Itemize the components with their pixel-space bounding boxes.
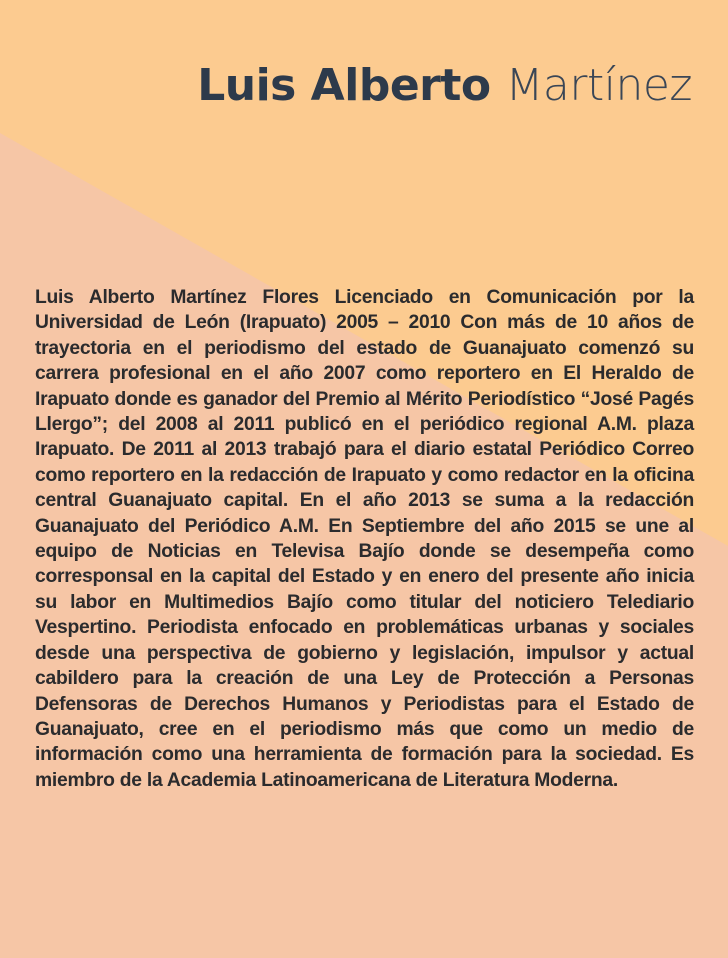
title-name-bold: Luis Alberto bbox=[197, 60, 491, 111]
title-name-light: Martínez bbox=[505, 60, 692, 111]
biography-text: Luis Alberto Martínez Flores Licenciado en Comunicación por la Universidad de León (Irapuato) 2005 – 2010 Con más de 10 años de trayectoria en el periodismo del estado de Guanajuato comenzó su carrera profesional en el año 2007 como reportero en El Heraldo de Irapuato donde es ganador del Premio al Mérito Periodístico “José Pagés Llergo”; del 2008 al 2011 publicó en el periódico regional A.M. plaza Irapuato. De 2011 al 2013 trabajó para el diario estatal Periódico Correo como reportero en la redacción de Irapuato y como redactor en la oficina central Guanajuato capital. En el año 2013 se suma a la redacción Guanajuato del Periódico A.M. En Septiembre del año 2015 se une al equipo de Noticias en Televisa Bajío donde se desempeña como corresponsal en la capital del Estado y en enero del presente año inicia su labor en Multimedios Bajío como titular del noticiero Telediario Vespertino. Periodista enfocado en problemáticas urbanas y sociales desde una perspectiva de gobierno y legislación, impulsor y actual cabildero para la creación de una Ley de Protección a Personas Defensoras de Derechos Humanos y Periodistas para el Estado de Guanajuato, cree en el periodismo más que como un medio de información como una herramienta de formación para la sociedad. Es miembro de la Academia Latinoamericana de Literatura Moderna. bbox=[35, 287, 694, 791]
page-title bbox=[197, 62, 692, 110]
